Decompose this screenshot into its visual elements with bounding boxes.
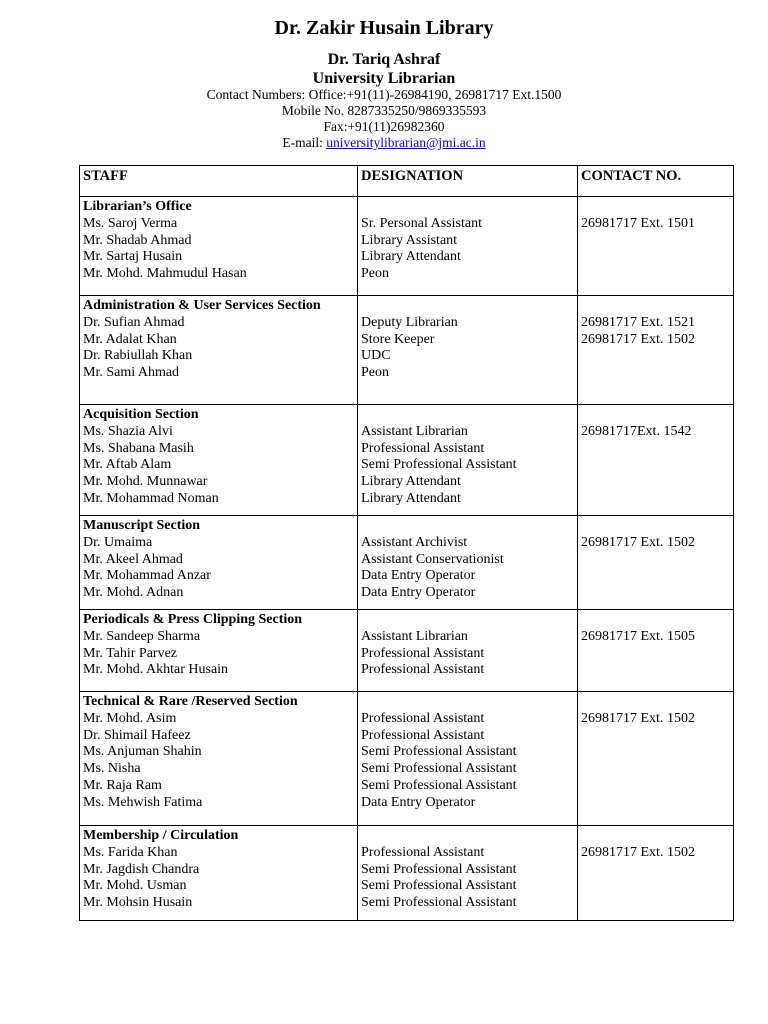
designation: Library Attendant	[361, 474, 461, 490]
staff-name: Mr. Mohd. Asim	[83, 710, 177, 726]
contact-number: 26981717 Ext. 1501	[581, 215, 695, 231]
staff-name: Mr. Mohammad Noman	[83, 490, 219, 506]
designation: Peon	[361, 266, 389, 282]
staff-name: Mr. Mohsin Husain	[83, 895, 193, 911]
col-header-contact: CONTACT NO.	[578, 166, 734, 197]
designation-cell	[358, 692, 578, 826]
email-label: E-mail:	[282, 135, 327, 150]
designation-cell	[358, 405, 578, 516]
staff-cell	[80, 826, 358, 921]
designation: Semi Professional Assistant	[361, 861, 517, 877]
staff-name: Ms. Shabana Masih	[83, 440, 194, 456]
designation: Professional Assistant	[361, 645, 485, 661]
contact-number: 26981717 Ext. 1521	[581, 314, 695, 330]
designation: Semi Professional Assistant	[361, 744, 517, 760]
table-header-row	[80, 166, 734, 197]
designation: Data Entry Operator	[361, 568, 476, 584]
staff-name: Mr. Mohd. Mahmudul Hasan	[83, 266, 247, 282]
email-line	[0, 135, 768, 151]
designation: Peon	[361, 365, 389, 381]
spacer	[581, 407, 730, 424]
designation: Data Entry Operator	[361, 585, 476, 601]
col-header-designation: DESIGNATION	[358, 166, 578, 197]
contact-number: 26981717 Ext. 1502	[581, 331, 695, 347]
staff-name: Dr. Sufian Ahmad	[83, 314, 185, 330]
contact-cell	[578, 826, 734, 921]
staff-name: Mr. Mohd. Akhtar Husain	[83, 662, 229, 678]
staff-name: Mr. Shadab Ahmad	[83, 232, 192, 248]
section-title: Manuscript Section	[83, 518, 201, 533]
staff-cell	[80, 610, 358, 692]
table-row	[80, 826, 734, 921]
section-title: Technical & Rare /Reserved Section	[83, 694, 298, 709]
designation: Library Assistant	[361, 232, 458, 248]
designation: Library Attendant	[361, 249, 461, 265]
contact-number: 26981717Ext. 1542	[581, 423, 692, 439]
spacer	[581, 612, 730, 629]
staff-name: Mr. Mohd. Usman	[83, 878, 187, 894]
contact-number: 26981717 Ext. 1502	[581, 534, 695, 550]
staff-cell	[80, 296, 358, 405]
table-row	[80, 692, 734, 826]
staff-cell	[80, 692, 358, 826]
spacer	[361, 694, 574, 711]
designation: Assistant Librarian	[361, 628, 468, 644]
staff-name: Mr. Adalat Khan	[83, 331, 177, 347]
library-title: Dr. Zakir Husain Library	[274, 17, 494, 39]
designation: Assistant Conservationist	[361, 551, 504, 567]
librarian-title: University Librarian	[312, 70, 456, 87]
mobile-numbers: Mobile No. 8287335250/9869335593	[281, 103, 487, 118]
section-title: Administration & User Services Section	[83, 298, 321, 313]
staff-name: Mr. Sami Ahmad	[83, 365, 180, 381]
section-title: Periodicals & Press Clipping Section	[83, 612, 303, 627]
spacer	[581, 298, 730, 315]
designation: Semi Professional Assistant	[361, 895, 517, 911]
contact-cell	[578, 197, 734, 296]
designation: Semi Professional Assistant	[361, 777, 517, 793]
staff-name: Mr. Aftab Alam	[83, 457, 172, 473]
designation: Store Keeper	[361, 331, 435, 347]
spacer	[361, 407, 574, 424]
contact-number: 26981717 Ext. 1505	[581, 628, 695, 644]
designation-cell	[358, 197, 578, 296]
staff-cell	[80, 516, 358, 610]
contact-cell	[578, 296, 734, 405]
designation: Semi Professional Assistant	[361, 457, 517, 473]
staff-name: Dr. Shimail Hafeez	[83, 727, 191, 743]
designation-cell	[358, 516, 578, 610]
spacer	[581, 694, 730, 711]
designation: Assistant Librarian	[361, 423, 468, 439]
designation: UDC	[361, 348, 391, 364]
staff-name: Ms. Farida Khan	[83, 844, 178, 860]
staff-name: Mr. Mohd. Munnawar	[83, 474, 208, 490]
staff-cell	[80, 405, 358, 516]
staff-table-body	[80, 197, 734, 921]
staff-name: Mr. Tahir Parvez	[83, 645, 178, 661]
staff-name: Ms. Nisha	[83, 761, 141, 777]
table-row	[80, 197, 734, 296]
spacer	[361, 612, 574, 629]
staff-name: Mr. Mohd. Adnan	[83, 585, 184, 601]
section-title: Acquisition Section	[83, 407, 199, 422]
designation: Library Attendant	[361, 490, 461, 506]
email-link[interactable]: universitylibrarian@jmi.ac.in	[326, 135, 486, 150]
staff-name: Mr. Jagdish Chandra	[83, 861, 200, 877]
contact-numbers: Contact Numbers: Office:+91(11)-26984190, 26981717 Ext.1500	[206, 87, 562, 102]
staff-name: Ms. Saroj Verma	[83, 215, 178, 231]
fax-number: Fax:+91(11)26982360	[323, 119, 445, 134]
designation-cell	[358, 826, 578, 921]
staff-table	[79, 165, 734, 921]
contact-cell	[578, 692, 734, 826]
section-title: Membership / Circulation	[83, 828, 239, 843]
designation: Sr. Personal Assistant	[361, 215, 482, 231]
staff-cell	[80, 197, 358, 296]
designation: Professional Assistant	[361, 844, 485, 860]
staff-name: Dr. Rabiullah Khan	[83, 348, 193, 364]
staff-name: Ms. Anjuman Shahin	[83, 744, 202, 760]
spacer	[361, 199, 574, 216]
table-row	[80, 516, 734, 610]
designation: Semi Professional Assistant	[361, 878, 517, 894]
contact-cell	[578, 610, 734, 692]
staff-name: Mr. Akeel Ahmad	[83, 551, 183, 567]
staff-name: Mr. Raja Ram	[83, 777, 162, 793]
designation: Deputy Librarian	[361, 314, 458, 330]
staff-name: Ms. Mehwish Fatima	[83, 794, 203, 810]
designation-cell	[358, 296, 578, 405]
col-header-staff: STAFF	[80, 166, 358, 197]
designation: Professional Assistant	[361, 710, 485, 726]
contact-cell	[578, 516, 734, 610]
spacer	[581, 199, 730, 216]
designation: Professional Assistant	[361, 440, 485, 456]
librarian-name: Dr. Tariq Ashraf	[327, 51, 441, 68]
contact-cell	[578, 405, 734, 516]
staff-name: Ms. Shazia Alvi	[83, 423, 173, 439]
designation: Semi Professional Assistant	[361, 761, 517, 777]
spacer	[361, 298, 574, 315]
designation: Professional Assistant	[361, 727, 485, 743]
contact-number: 26981717 Ext. 1502	[581, 710, 695, 726]
staff-name: Mr. Sartaj Husain	[83, 249, 183, 265]
table-row	[80, 610, 734, 692]
designation: Data Entry Operator	[361, 794, 476, 810]
staff-name: Mr. Mohammad Anzar	[83, 568, 211, 584]
designation: Assistant Archivist	[361, 534, 468, 550]
contact-number: 26981717 Ext. 1502	[581, 844, 695, 860]
staff-name: Mr. Sandeep Sharma	[83, 628, 201, 644]
spacer	[581, 518, 730, 535]
designation-cell	[358, 610, 578, 692]
spacer	[361, 828, 574, 845]
table-row	[80, 296, 734, 405]
spacer	[581, 828, 730, 845]
spacer	[361, 518, 574, 535]
section-title: Librarian’s Office	[83, 199, 192, 214]
staff-name: Dr. Umaima	[83, 534, 153, 550]
table-row	[80, 405, 734, 516]
designation: Professional Assistant	[361, 662, 485, 678]
